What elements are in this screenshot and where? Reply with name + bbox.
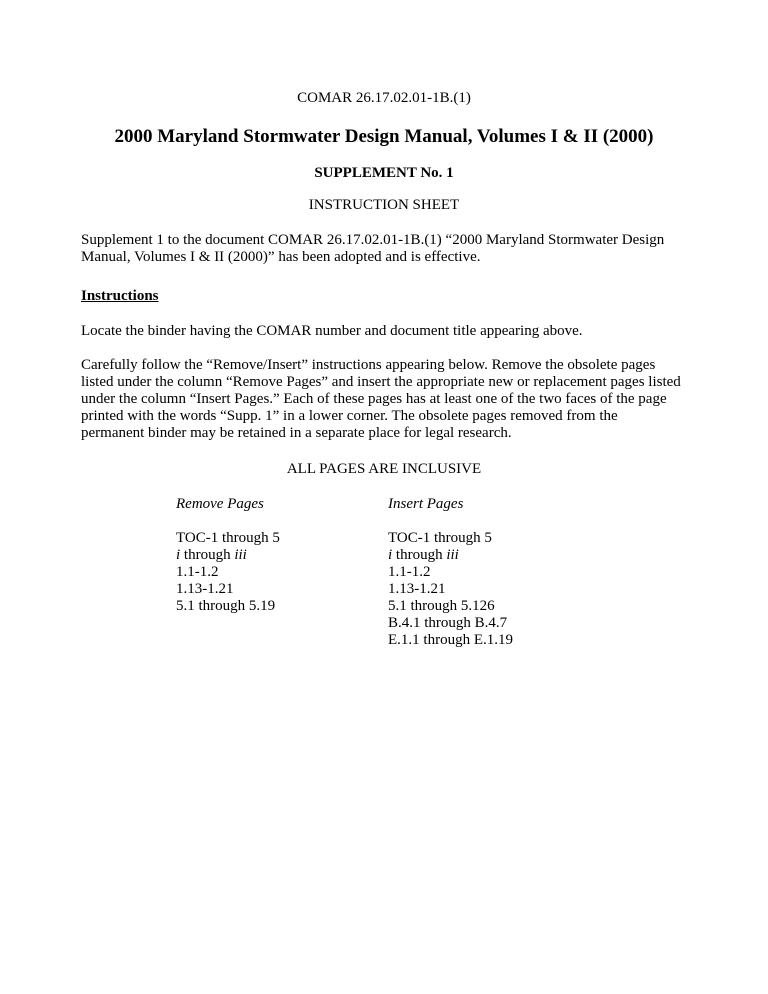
list-item: 5.1 through 5.19	[176, 598, 276, 614]
list-item: 1.1-1.2	[176, 564, 219, 580]
list-item: i through iii	[388, 547, 459, 563]
list-item: i through iii	[176, 547, 247, 563]
intro-paragraph: Supplement 1 to the document COMAR 26.17.02.01-1B.(1) “2000 Maryland Stormwater Design Manual, Volumes I & II (2000)” has been adopted and is effective.	[81, 232, 665, 265]
insert-pages-column	[388, 496, 588, 649]
inclusive-note: ALL PAGES ARE INCLUSIVE	[286, 461, 482, 477]
instructions-heading: Instructions	[81, 288, 159, 304]
list-item: 1.13-1.21	[388, 581, 446, 597]
remove-pages-column	[176, 496, 376, 615]
instruction-sheet-label: INSTRUCTION SHEET	[308, 197, 460, 213]
list-item: E.1.1 through E.1.19	[388, 632, 513, 648]
comar-reference: COMAR 26.17.02.01-1B.(1)	[297, 90, 471, 106]
insert-pages-heading: Insert Pages	[388, 496, 464, 512]
supplement-label: SUPPLEMENT No. 1	[314, 165, 454, 181]
insert-pages-list	[388, 530, 588, 649]
list-item: TOC-1 through 5	[176, 530, 280, 546]
list-item: TOC-1 through 5	[388, 530, 492, 546]
remove-insert-paragraph: Carefully follow the “Remove/Insert” instructions appearing below. Remove the obsolete pages listed under the column “Remove Pages” and insert the appropriate new or replacement pages listed under the column “Insert Pages.” Each of these pages has at least one of the two faces of the page printed with the words “Supp. 1” in a lower corner. The obsolete pages removed from the permanent binder may be retained in a separate place for legal research.	[81, 357, 681, 441]
remove-pages-list	[176, 530, 376, 615]
list-item: 5.1 through 5.126	[388, 598, 495, 614]
list-item: 1.13-1.21	[176, 581, 234, 597]
remove-pages-heading: Remove Pages	[176, 496, 264, 512]
locate-paragraph: Locate the binder having the COMAR number and document title appearing above.	[81, 323, 583, 339]
list-item: B.4.1 through B.4.7	[388, 615, 508, 631]
list-item: 1.1-1.2	[388, 564, 431, 580]
document-title: 2000 Maryland Stormwater Design Manual, Volumes I & II (2000)	[114, 126, 654, 147]
